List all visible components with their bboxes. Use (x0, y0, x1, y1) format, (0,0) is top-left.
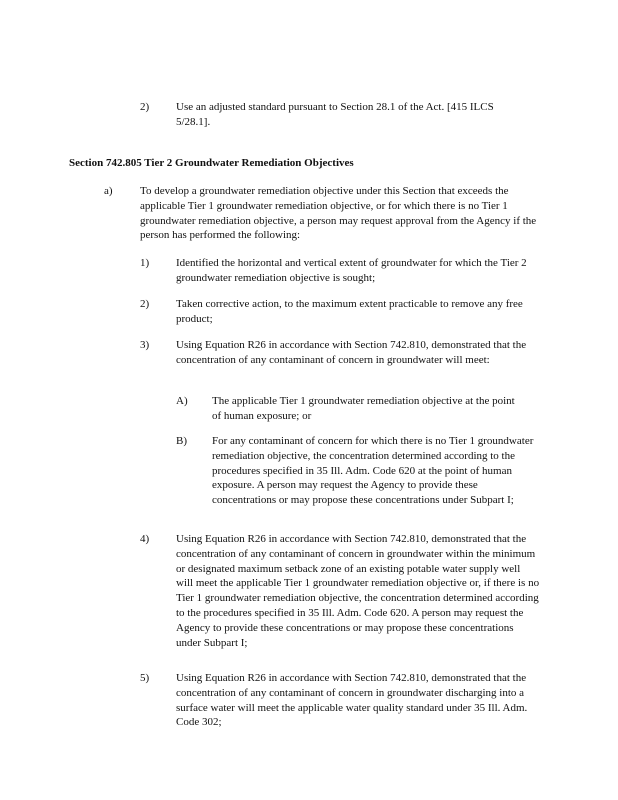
section-heading: Section 742.805 Tier 2 Groundwater Remediation Objectives (69, 157, 354, 169)
sub-item-a-text: The applicable Tier 1 groundwater remediation objective at the point of human exposure; or (212, 395, 515, 422)
intro-item-label: 2) (140, 101, 150, 113)
sub-item-b-text: For any contaminant of concern for which there is no Tier 1 groundwater remediation objective, the concentration determined according to the procedures specified in 35 Ill. Adm. Code 620 at the point of human exposure. A person may request the Agency to provide these concentrations or may propose these concentrations under Subpart I; (212, 435, 534, 507)
list-item-4-text: Using Equation R26 in accordance with Section 742.810, demonstrated that the concentration of any contaminant of concern in groundwater within the minimum or designated maximum setback zone of an existing potable water supply well will meet the applicable Tier 1 groundwater remediation objective or, if there is no Tier 1 groundwater remediation objective, the concentration determined according to the procedures specified in 35 Ill. Adm. Code 620. A person may request the Agency to provide these concentrations or may propose these concentrations under Subpart I; (176, 533, 540, 649)
list-item-2-label: 2) (140, 298, 150, 310)
para-a-label: a) (104, 185, 113, 197)
list-item-1-label: 1) (140, 257, 150, 269)
list-item-5-label: 5) (140, 672, 150, 684)
list-item-4-label: 4) (140, 533, 150, 545)
sub-item-b-label: B) (176, 435, 187, 447)
list-item-3-label: 3) (140, 339, 150, 351)
list-item-5-text: Using Equation R26 in accordance with Section 742.810, demonstrated that the concentration of any contaminant of concern in groundwater discharging into a surface water will meet the applicable water quality standard under 35 Ill. Adm. Code 302; (176, 672, 528, 729)
list-item-3-text: Using Equation R26 in accordance with Section 742.810, demonstrated that the concentration of any contaminant of concern in groundwater will meet: (176, 339, 527, 366)
list-item-1-text: Identified the horizontal and vertical extent of groundwater for which the Tier 2 groundwater remediation objective is sought; (176, 257, 527, 284)
intro-item-text: Use an adjusted standard pursuant to Section 28.1 of the Act. [415 ILCS 5/28.1]. (176, 101, 494, 128)
sub-item-a-label: A) (176, 395, 188, 407)
list-item-2-text: Taken corrective action, to the maximum extent practicable to remove any free product; (176, 298, 523, 325)
para-a-text: To develop a groundwater remediation objective under this Section that exceeds the applicable Tier 1 groundwater remediation objective, or for which there is no Tier 1 groundwater remediation objective, a person may request approval from the Agency if the person has performed the following: (140, 185, 537, 242)
